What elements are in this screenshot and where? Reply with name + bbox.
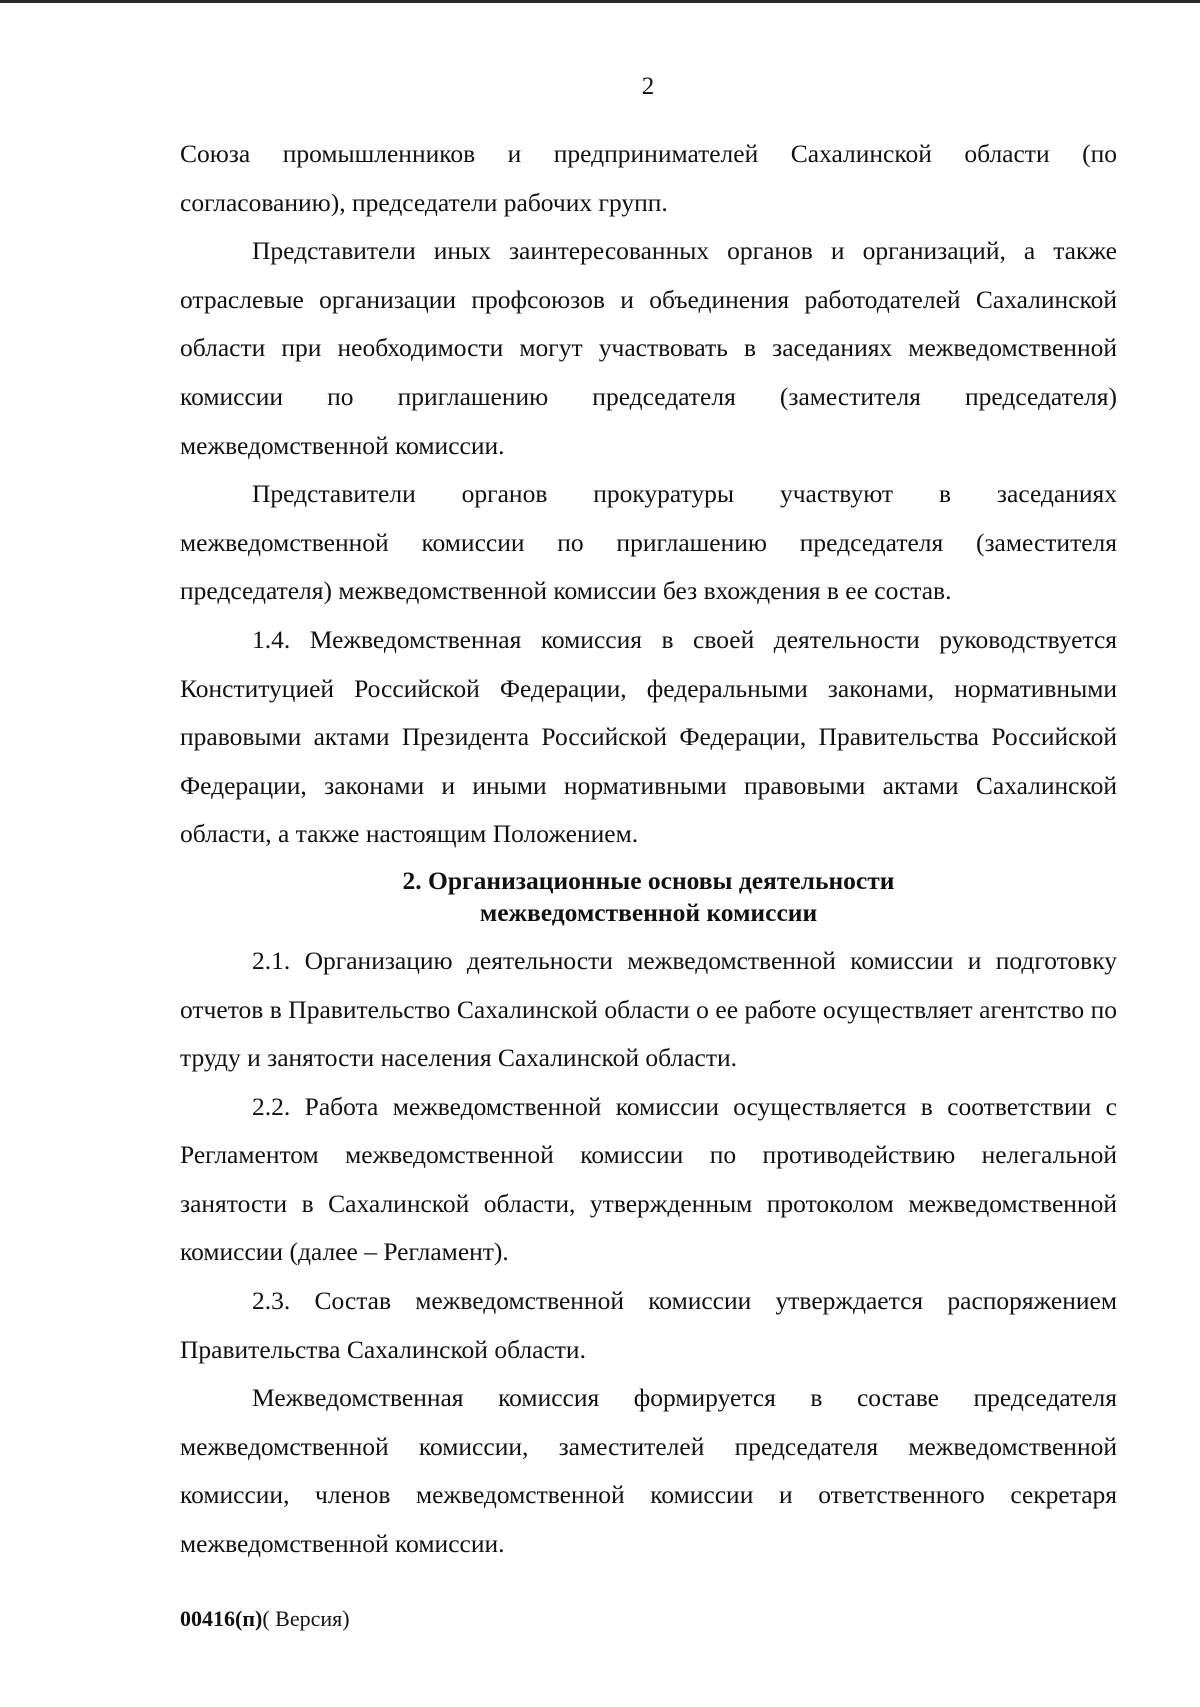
paragraph: 2.1. Организацию деятельности межведомственной комиссии и подготовку отчетов в Правительство Сахалинской области о ее работе осуществляет агентство по труду и занятости населения Сахалинской области.: [180, 945, 1117, 1073]
document-version: ( Версия): [262, 1606, 350, 1631]
page-top-edge: [0, 0, 1200, 3]
paragraph: 2.3. Состав межведомственной комиссии утверждается распоряжением Правительства Сахалинской области.: [180, 1286, 1117, 1364]
document-body: [180, 130, 1117, 1569]
section-heading-line2: межведомственной комиссии: [479, 897, 818, 927]
paragraph: Представители иных заинтересованных органов и организаций, а также отраслевые организации профсоюзов и объединения работодателей Сахалинской области при необходимости могут участвовать в заседаниях межведомственной комиссии по приглашению председателя (заместителя председателя) межведомственной комиссии.: [180, 236, 1117, 460]
paragraph: Межведомственная комиссия формируется в составе председателя межведомственной комиссии, заместителей председателя межведомственной комиссии, членов межведомственной комиссии и ответственного секретаря межведомственной комиссии.: [180, 1383, 1117, 1559]
section-heading-line1: 2. Организационные основы деятельности: [402, 865, 895, 895]
paragraph: Представители органов прокуратуры участвуют в заседаниях межведомственной комиссии по приглашению председателя (заместителя председателя) межведомственной комиссии без вхождения в ее состав.: [180, 479, 1117, 606]
document-code: 00416(п): [180, 1606, 263, 1631]
paragraph: Союза промышленников и предпринимателей Сахалинской области (по согласованию), председатели рабочих групп.: [180, 139, 1117, 217]
paragraph: 1.4. Межведомственная комиссия в своей деятельности руководствуется Конституцией Российской Федерации, федеральными законами, нормативными правовыми актами Президента Российской Федерации, Правительства Российской Федерации, законами и иными нормативными правовыми актами Сахалинской области, а также настоящим Положением.: [180, 624, 1117, 849]
section-heading: [180, 865, 1117, 929]
document-footer: [180, 1605, 350, 1633]
paragraph: 2.2. Работа межведомственной комиссии осуществляется в соответствии с Регламентом межведомственной комиссии по противодействию нелегальной занятости в Сахалинской области, утвержденным протоколом межведомственной комиссии (далее – Регламент).: [180, 1091, 1117, 1267]
page-number: 2: [641, 73, 655, 100]
